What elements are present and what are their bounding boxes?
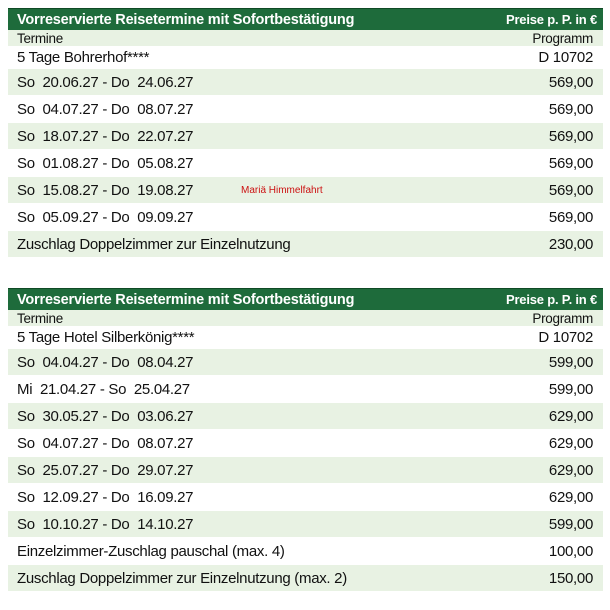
extra-row xyxy=(8,538,603,565)
table-row xyxy=(8,403,603,430)
hotel-row xyxy=(8,327,603,349)
table-row xyxy=(8,96,603,123)
table-row xyxy=(8,204,603,231)
table-header-price-unit: Preise p. P. in € xyxy=(505,12,597,27)
table-row xyxy=(8,69,603,96)
surcharge-row xyxy=(8,565,603,592)
table-row xyxy=(8,123,603,150)
surcharge-price: 150,00 xyxy=(548,569,593,587)
date-range: So 01.08.27 - Do 05.08.27 xyxy=(17,154,194,172)
column-header-programm: Programm xyxy=(532,30,593,46)
date-range: So 12.09.27 - Do 16.09.27 xyxy=(17,488,194,506)
surcharge-price: 230,00 xyxy=(548,235,593,253)
price: 569,00 xyxy=(548,100,593,118)
column-header-termine: Termine xyxy=(17,30,63,46)
date-range: So 18.07.27 - Do 22.07.27 xyxy=(17,127,194,145)
table-row xyxy=(8,349,603,376)
table-row xyxy=(8,484,603,511)
price-table-bohrerhof xyxy=(8,8,603,258)
extra-price: 100,00 xyxy=(548,542,593,560)
date-range: So 30.05.27 - Do 03.06.27 xyxy=(17,407,194,425)
surcharge-label: Zuschlag Doppelzimmer zur Einzelnutzung (max. 2) xyxy=(17,569,347,587)
price: 629,00 xyxy=(548,461,593,479)
column-header-termine: Termine xyxy=(17,310,63,326)
table-row xyxy=(8,150,603,177)
hotel-name: 5 Tage Hotel Silberkönig**** xyxy=(17,329,195,346)
date-range: So 04.07.27 - Do 08.07.27 xyxy=(17,100,194,118)
price: 629,00 xyxy=(548,407,593,425)
date-range: Mi 21.04.27 - So 25.04.27 xyxy=(17,380,190,398)
holiday-note: Mariä Himmelfahrt xyxy=(241,185,323,196)
table-row xyxy=(8,511,603,538)
table-row xyxy=(8,376,603,403)
price: 599,00 xyxy=(548,380,593,398)
table-row xyxy=(8,457,603,484)
table-header xyxy=(8,8,603,30)
column-header-row xyxy=(8,310,603,327)
price: 629,00 xyxy=(548,434,593,452)
price: 569,00 xyxy=(548,181,593,199)
date-range: So 04.07.27 - Do 08.07.27 xyxy=(17,434,194,452)
hotel-name: 5 Tage Bohrerhof**** xyxy=(17,49,150,66)
date-range: So 05.09.27 - Do 09.09.27 xyxy=(17,208,194,226)
extra-label: Einzelzimmer-Zuschlag pauschal (max. 4) xyxy=(17,542,285,560)
price: 599,00 xyxy=(548,353,593,371)
table-header xyxy=(8,288,603,310)
column-header-programm: Programm xyxy=(532,310,593,326)
program-code: D 10702 xyxy=(538,329,593,346)
table-header-price-unit: Preise p. P. in € xyxy=(505,292,597,307)
table-row xyxy=(8,430,603,457)
hotel-row xyxy=(8,47,603,69)
price: 569,00 xyxy=(548,127,593,145)
price: 569,00 xyxy=(548,208,593,226)
date-range: So 10.10.27 - Do 14.10.27 xyxy=(17,515,194,533)
surcharge-label: Zuschlag Doppelzimmer zur Einzelnutzung xyxy=(17,235,291,253)
surcharge-row xyxy=(8,231,603,258)
price: 569,00 xyxy=(548,154,593,172)
price: 629,00 xyxy=(548,488,593,506)
table-header-title: Vorreservierte Reisetermine mit Sofortbestätigung xyxy=(17,291,355,308)
price: 569,00 xyxy=(548,73,593,91)
table-row xyxy=(8,177,603,204)
date-range: So 04.04.27 - Do 08.04.27 xyxy=(17,353,194,371)
program-code: D 10702 xyxy=(538,49,593,66)
price: 599,00 xyxy=(548,515,593,533)
date-range: So 15.08.27 - Do 19.08.27 xyxy=(17,181,194,199)
date-range: So 25.07.27 - Do 29.07.27 xyxy=(17,461,194,479)
price-table-silberkoenig xyxy=(8,288,603,592)
date-range: So 20.06.27 - Do 24.06.27 xyxy=(17,73,194,91)
column-header-row xyxy=(8,30,603,47)
table-header-title: Vorreservierte Reisetermine mit Sofortbestätigung xyxy=(17,11,355,28)
